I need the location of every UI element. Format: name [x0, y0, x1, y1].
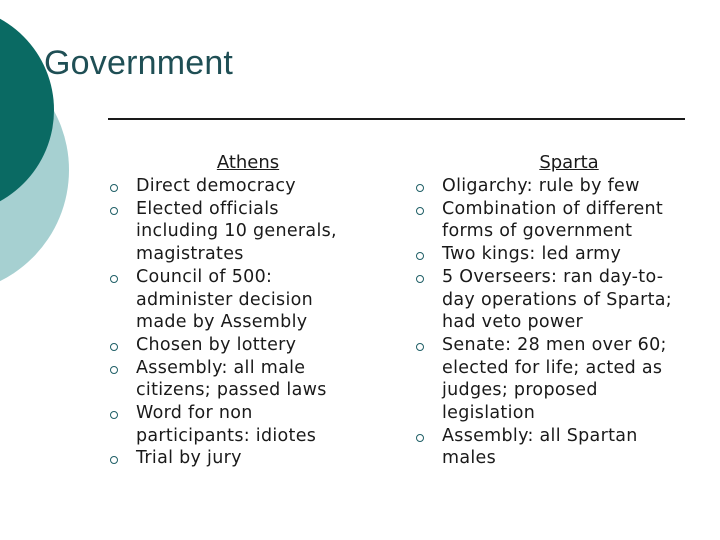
list-item-text: Chosen by lottery [136, 334, 297, 355]
list-item-text: Word for non participants: idiotes [136, 403, 317, 446]
list-item [110, 175, 360, 198]
list-item-text: Assembly: all Spartan males [442, 425, 638, 469]
list-item-text: Oligarchy: rule by few [442, 176, 640, 196]
hollow-circle-icon [110, 207, 118, 215]
list-item [110, 266, 360, 334]
hollow-circle-icon [110, 184, 118, 192]
list-item [416, 334, 696, 425]
sparta-list [416, 175, 696, 470]
hollow-circle-icon [110, 343, 118, 351]
slide-title: Government [44, 44, 234, 82]
athens-column [110, 152, 360, 470]
hollow-circle-icon [416, 184, 424, 192]
list-item [416, 175, 696, 198]
hollow-circle-icon [416, 252, 424, 260]
list-item [110, 402, 360, 447]
list-item-text: Council of 500: administer decision made by Assembly [136, 266, 314, 333]
sparta-column [416, 152, 696, 470]
list-item [416, 198, 696, 243]
hollow-circle-icon [110, 411, 118, 419]
list-item-text: Elected officials including 10 generals, magistrates [136, 198, 337, 265]
sparta-heading: Sparta [539, 152, 599, 173]
list-item [110, 334, 360, 357]
hollow-circle-icon [110, 366, 118, 374]
list-item [416, 266, 696, 334]
hollow-circle-icon [110, 275, 118, 283]
hollow-circle-icon [416, 207, 424, 215]
list-item-text: Combination of different forms of government [442, 198, 664, 242]
list-item [110, 447, 360, 470]
title-divider [108, 118, 685, 120]
hollow-circle-icon [416, 343, 424, 351]
list-item [416, 243, 696, 266]
list-item [416, 425, 696, 470]
list-item-text: Trial by jury [136, 448, 242, 469]
list-item [110, 198, 360, 266]
athens-list [110, 175, 360, 470]
list-item-text: Assembly: all male citizens; passed laws [136, 357, 327, 401]
hollow-circle-icon [416, 275, 424, 283]
list-item-text: Direct democracy [136, 176, 296, 196]
list-item-text: Two kings: led army [442, 244, 622, 265]
athens-heading: Athens [216, 152, 280, 173]
list-item-text: Senate: 28 men over 60; elected for life; acted as judges; proposed legislation [442, 334, 667, 424]
hollow-circle-icon [110, 456, 118, 464]
hollow-circle-icon [416, 434, 424, 442]
list-item-text: 5 Overseers: ran day-to-day operations of Sparta; had veto power [442, 266, 673, 333]
list-item [110, 357, 360, 402]
